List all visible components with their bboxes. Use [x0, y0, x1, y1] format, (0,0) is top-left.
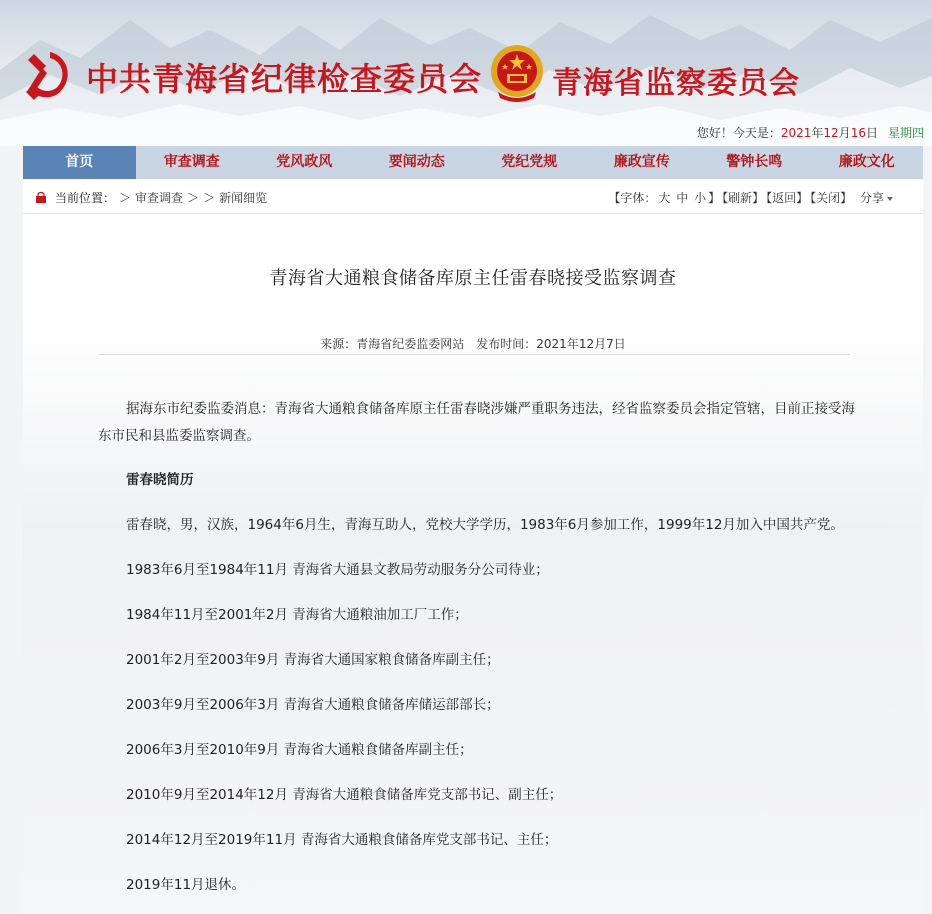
- breadcrumb: [35, 189, 267, 206]
- date-line: [697, 124, 924, 141]
- party-emblem-icon: [20, 46, 76, 102]
- career-item: 2001年2月至2003年9月 青海省大通国家粮食储备库副主任；: [126, 652, 500, 668]
- site-header: [0, 0, 932, 146]
- resume-heading: 雷春晓简历: [126, 472, 194, 488]
- back-button[interactable]: 【返回】: [766, 191, 809, 205]
- share-button[interactable]: [858, 191, 893, 205]
- weekday: 星期四: [887, 126, 924, 140]
- nav-party-rules[interactable]: 党纪党规: [501, 154, 558, 170]
- nav-news[interactable]: 要闻动态: [388, 154, 445, 170]
- career-item: 1983年6月至1984年11月 青海省大通县文教局劳动服务分公司待业；: [126, 562, 549, 578]
- intro-paragraph: 据海东市纪委监委消息：青海省大通粮食储备库原主任雷春晓涉嫌严重职务违法，经省监察委员会指定管辖，目前正接受海东市民和县监委监察调查。: [98, 401, 855, 444]
- article-title: 青海省大通粮食储备库原主任雷春晓接受监察调查: [269, 268, 677, 289]
- article-date: 发布时间：2021年12月7日: [476, 337, 626, 351]
- career-item: 2006年3月至2010年9月 青海省大通粮食储备库副主任；: [126, 742, 473, 758]
- article: [23, 214, 923, 914]
- breadcrumb-news-detail[interactable]: 新闻细览: [219, 191, 268, 205]
- bio-paragraph: 雷春晓，男，汉族，1964年6月生，青海互助人，党校大学学历，1983年6月参加工作，1999年12月加入中国共产党。: [126, 517, 844, 533]
- refresh-button[interactable]: 【刷新】: [722, 191, 765, 205]
- nav-party-conduct[interactable]: 党风政风: [276, 154, 333, 170]
- career-item: 2003年9月至2006年3月 青海省大通粮食储备库储运部部长；: [126, 697, 500, 713]
- nav-warning[interactable]: 警钟长鸣: [726, 154, 783, 170]
- article-meta: [23, 335, 923, 352]
- font-small-button[interactable]: 小: [694, 191, 707, 205]
- breadcrumb-review-investigation[interactable]: 审查调查: [135, 191, 184, 205]
- font-large-button[interactable]: 大: [658, 191, 671, 205]
- location-bag-icon: [35, 192, 47, 203]
- font-size-close: 】: [708, 191, 721, 205]
- article-tools: [606, 189, 893, 206]
- main-nav: [23, 146, 923, 179]
- career-item: 2014年12月至2019年11月 青海省大通粮食储备库党支部书记、主任；: [126, 832, 558, 848]
- breadcrumb-separator: ＞: [187, 191, 200, 205]
- date-day: 16: [850, 126, 866, 140]
- chevron-down-icon: [887, 197, 893, 201]
- date-month: 12: [823, 126, 839, 140]
- career-item: 2010年9月至2014年12月 青海省大通粮食储备库党支部书记、副主任；: [126, 787, 563, 803]
- font-size-label: 【字体：: [608, 191, 657, 205]
- ccdi-title: 中共青海省纪律检查委员会: [86, 60, 483, 98]
- national-emblem-icon: [488, 42, 546, 104]
- breadcrumb-bar: [23, 179, 923, 214]
- close-button[interactable]: 【关闭】: [810, 191, 853, 205]
- date-year-unit: 年: [811, 126, 824, 140]
- nav-integrity-promotion[interactable]: 廉政宣传: [613, 154, 670, 170]
- date-month-unit: 月: [838, 126, 851, 140]
- breadcrumb-separator: ＞: [119, 191, 132, 205]
- breadcrumb-separator: ＞: [203, 191, 216, 205]
- nav-home[interactable]: 首页: [23, 146, 136, 179]
- font-medium-button[interactable]: 中: [676, 191, 689, 205]
- date-prefix: 您好！今天是：: [696, 126, 781, 140]
- career-item: 1984年11月至2001年2月 青海省大通粮油加工厂工作；: [126, 607, 468, 623]
- share-label: 分享: [859, 191, 884, 205]
- nav-review-investigation[interactable]: 审查调查: [163, 154, 220, 170]
- date-year: 2021: [780, 126, 812, 140]
- article-source: 来源：青海省纪委监委网站: [320, 337, 465, 351]
- nav-integrity-culture[interactable]: 廉政文化: [838, 154, 895, 170]
- date-day-unit: 日: [865, 126, 878, 140]
- divider: [98, 354, 850, 355]
- career-item: 2019年11月退休。: [126, 877, 246, 893]
- supervision-title: 青海省监察委员会: [552, 66, 800, 101]
- breadcrumb-label: 当前位置：: [55, 191, 116, 205]
- article-body: [98, 396, 858, 893]
